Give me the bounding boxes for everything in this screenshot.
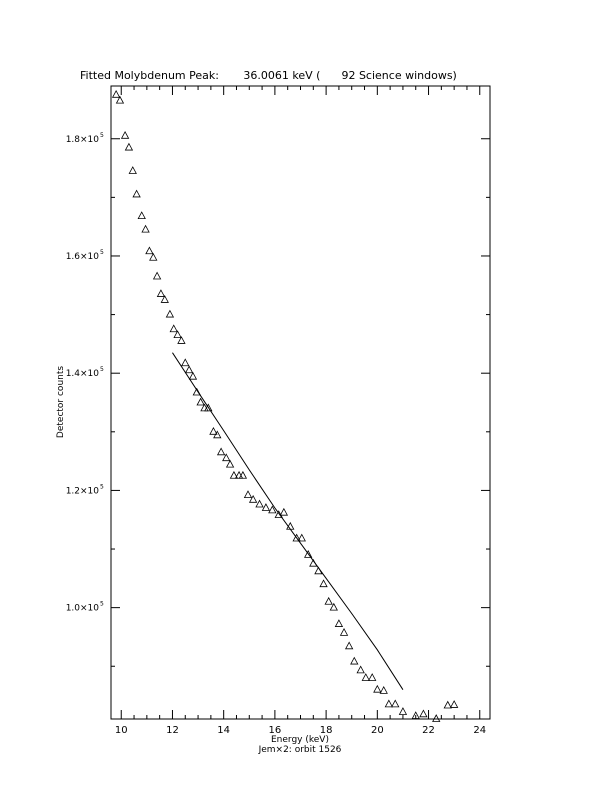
x-tick-label: 22 (422, 725, 435, 736)
y-tick-label: 1.4×10 (65, 369, 99, 380)
plot-frame (111, 86, 490, 719)
x-tick-label: 16 (268, 725, 282, 736)
data-point (182, 359, 189, 366)
x-tick-label: 10 (114, 725, 128, 736)
x-tick-label: 12 (166, 725, 179, 736)
data-point (369, 674, 376, 681)
data-point (189, 373, 196, 380)
data-point (166, 311, 173, 318)
data-point (245, 491, 252, 498)
y-tick-exponent: 5 (100, 366, 104, 374)
data-point (351, 658, 358, 665)
data-point (385, 700, 392, 707)
data-point (154, 272, 161, 279)
y-tick-label: 1.6×10 (65, 251, 99, 262)
data-point (125, 144, 132, 151)
x-tick-label: 24 (473, 725, 487, 736)
y-tick-exponent: 5 (100, 600, 104, 608)
data-point (129, 167, 136, 174)
y-tick-label: 1.0×10 (65, 603, 99, 614)
data-point (142, 226, 149, 233)
data-point (451, 701, 458, 708)
data-point (346, 642, 353, 649)
data-point (186, 366, 193, 373)
x-tick-label: 20 (370, 725, 384, 736)
data-point (256, 500, 263, 507)
data-point (325, 598, 332, 605)
chart-title: Fitted Molybdenum Peak: 36.0061 keV ( 92 Science windows) (80, 69, 457, 82)
data-point (341, 629, 348, 636)
data-point (335, 620, 342, 627)
data-point (150, 254, 157, 261)
x-tick-label: 14 (217, 725, 231, 736)
y-tick-exponent: 5 (100, 131, 104, 139)
data-point (392, 700, 399, 707)
x-tick-label: 18 (319, 725, 333, 736)
data-point (280, 509, 287, 516)
y-tick-label: 1.2×10 (65, 486, 99, 497)
y-tick-exponent: 5 (100, 248, 104, 256)
data-point (399, 708, 406, 715)
data-point (362, 674, 369, 681)
data-point (122, 132, 129, 139)
data-point (157, 290, 164, 297)
data-point (170, 325, 177, 332)
y-tick-label: 1.8×10 (65, 134, 99, 145)
data-point (433, 715, 440, 722)
data-point (146, 247, 153, 254)
data-point (420, 710, 427, 717)
data-point (138, 212, 145, 219)
data-point (374, 686, 381, 693)
data-point (227, 461, 234, 468)
data-point (444, 702, 451, 709)
y-tick-exponent: 5 (100, 483, 104, 491)
data-point (320, 580, 327, 587)
y-axis-label: Detector counts (56, 365, 66, 439)
data-point (218, 448, 225, 455)
x-axis-label: Energy (keV) (271, 735, 329, 745)
chart-subtitle: Jem×2: orbit 1526 (258, 745, 342, 755)
fit-curve (172, 353, 402, 690)
data-point (133, 190, 140, 197)
data-point (113, 91, 120, 98)
data-point (357, 666, 364, 673)
